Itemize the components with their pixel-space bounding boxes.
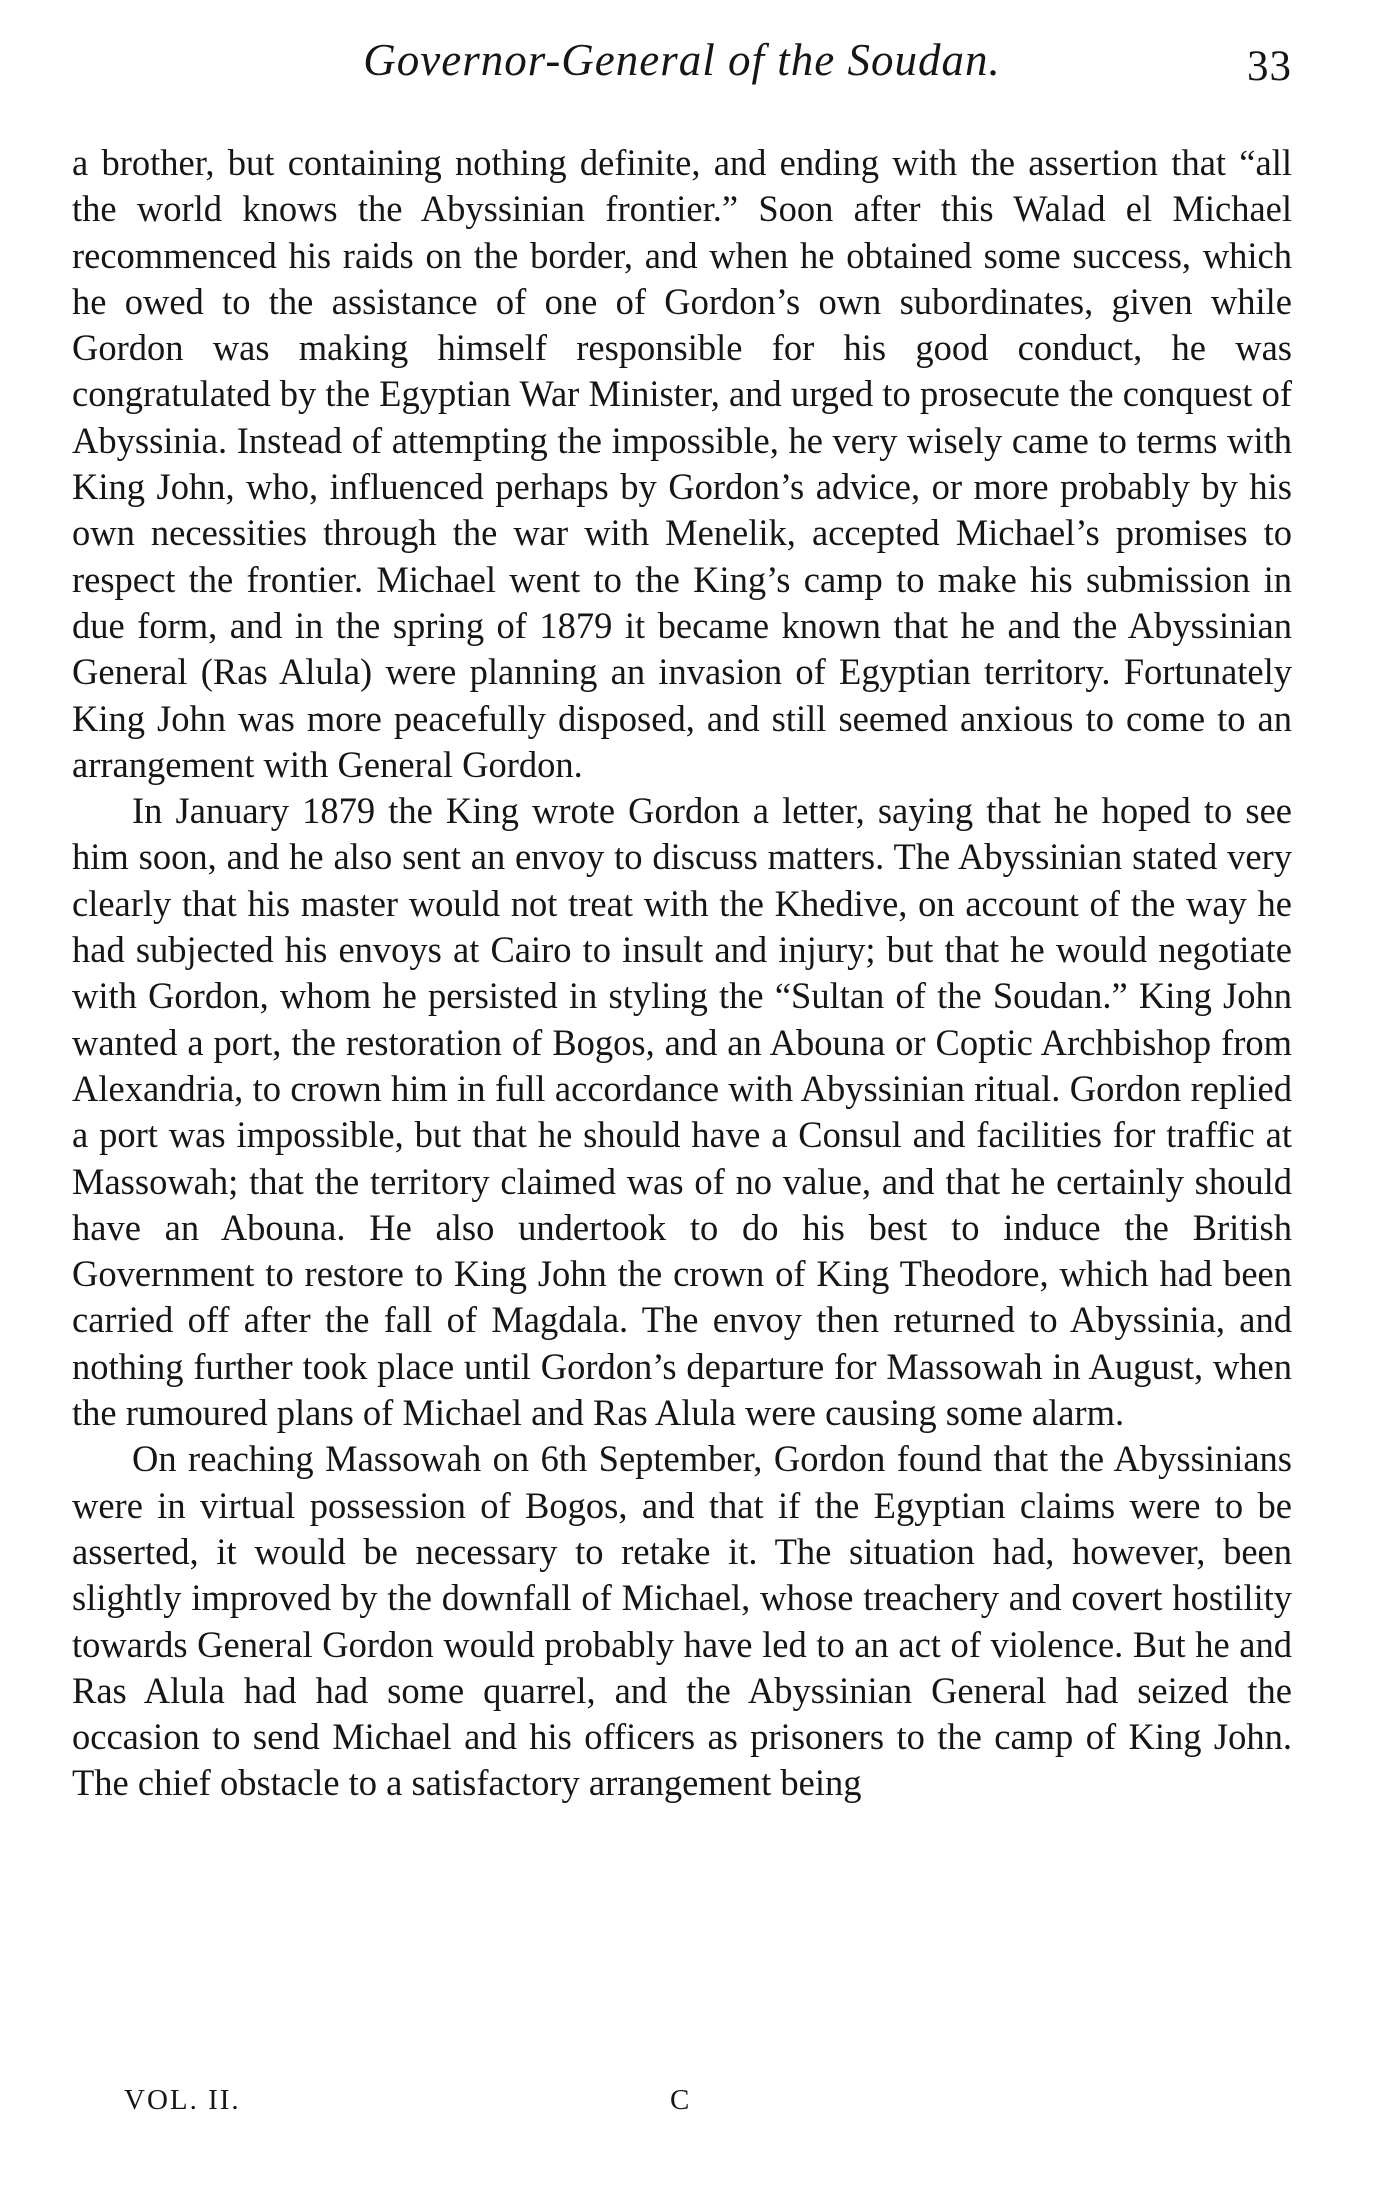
- page-footer: [72, 2084, 1292, 2124]
- paragraph-1: a brother, but containing nothing definite, and ending with the assertion that “all the world knows the Abyssinian frontier.” Soon after this Walad el Michael recommenced his raids on the border, and when he obtained some success, which he owed to the assistance of one of Gordon’s own subordinates, given while Gordon was making himself responsible for his good conduct, he was congratulated by the Egyptian War Minister, and urged to prosecute the conquest of Abyssinia. Instead of attempting the impossible, he very wisely came to terms with King John, who, influenced perhaps by Gordon’s advice, or more probably by his own necessities through the war with Menelik, accepted Michael’s promises to respect the frontier. Michael went to the King’s camp to make his submission in due form, and in the spring of 1879 it became known that he and the Abyssinian General (Ras Alula) were planning an invasion of Egyptian territory. Fortunately King John was more peacefully disposed, and still seemed anxious to come to an arrangement with General Gordon.: [72, 142, 1292, 785]
- body-text: [72, 140, 1292, 1807]
- volume-signature: VOL. II.: [124, 2084, 241, 2116]
- paragraph-3: On reaching Massowah on 6th September, Gordon found that the Abyssinians were in virtual possession of Bogos, and that if the Egyptian claims were to be asserted, it would be necessary to retake it. The situation had, however, been slightly improved by the downfall of Michael, whose treachery and covert hostility towards General Gordon would probably have led to an act of violence. But he and Ras Alula had had some quarrel, and the Abyssinian General had seized the occasion to send Michael and his officers as prisoners to the camp of King John. The chief obstacle to a satisfactory arrangement being: [72, 1438, 1292, 1804]
- gathering-mark: C: [670, 2084, 692, 2116]
- running-title: Governor-General of the Soudan.: [363, 35, 1001, 85]
- paragraph-2: In January 1879 the King wrote Gordon a letter, saying that he hoped to see him soon, and he also sent an envoy to discuss matters. The Abyssinian stated very clearly that his master would not treat with the Khedive, on account of the way he had subjected his envoys at Cairo to insult and injury; but that he would negotiate with Gordon, whom he persisted in styling the “Sultan of the Soudan.” King John wanted a port, the restoration of Bogos, and an Abouna or Coptic Archbishop from Alexandria, to crown him in full accordance with Abyssinian ritual. Gordon replied a port was impossible, but that he should have a Consul and facilities for traffic at Massowah; that the territory claimed was of no value, and that he certainly should have an Abouna. He also undertook to do his best to induce the British Government to restore to King John the crown of King Theodore, which had been carried off after the fall of Magdala. The envoy then returned to Abyssinia, and nothing further took place until Gordon’s departure for Massowah in August, when the rumoured plans of Michael and Ras Alula were causing some alarm.: [72, 790, 1292, 1434]
- page-header: [72, 34, 1292, 104]
- page-number: 33: [1247, 43, 1292, 90]
